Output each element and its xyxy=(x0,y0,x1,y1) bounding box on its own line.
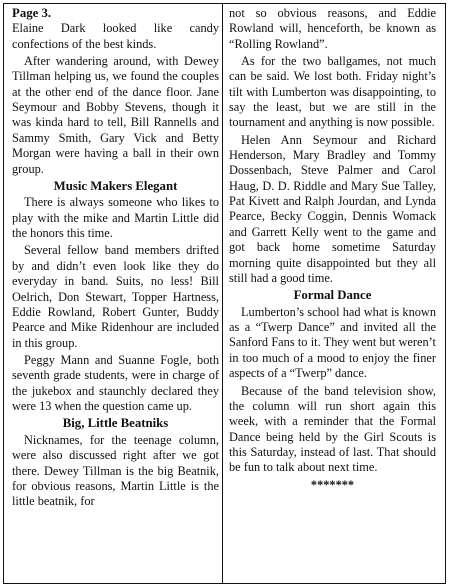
page-label: Page 3. xyxy=(12,6,52,20)
paragraph: Lumberton’s school had what is known as a “Twerp Dance” and invited all the Sanford Fans to it. They went but weren’t in too much of a mood to enjoy the finer aspects of a “Twerp” dance. xyxy=(229,304,436,381)
column-divider xyxy=(222,3,223,584)
right-column xyxy=(229,6,436,493)
paragraph: Helen Ann Seymour and Richard Henderson, Mary Bradley and Tommy Dossenbach, Steve Palmer and Carol Haug, D. D. Riddle and Mary Sue Talley, Pat Kivett and Ralph Jourdan, and Lynda Pearce, Becky Coggin, Dennis Womack and Garrett Kelly went to the game and got back home sometime Saturday morning quite disappointed but they all still had a good time. xyxy=(229,132,436,285)
paragraph: Peggy Mann and Suanne Fogle, both seventh grade students, were in charge of the jukebox and staunchly declared they were 13 when the question came up. xyxy=(12,352,219,413)
paragraph: Nicknames, for the teenage column, were also discussed right after we got there. Dewey Tillman is the big Beatnik, for obvious reasons, Martin Little is the little beatnik, for xyxy=(12,432,219,509)
paragraph: Because of the band television show, the column will run short again this week, with a reminder that the Formal Dance being held by the Girl Scouts is this Saturday, instead of last. That should be fun to talk about next time. xyxy=(229,383,436,475)
paragraph: After wandering around, with Dewey Tillman helping us, we found the couples at the other end of the dance floor. Jane Seymour and Bobby Stevens, though it was kinda hard to tell, Bill Rannells and Sammy Smith, Gary Vick and Betty Morgan were having a ball in their own group. xyxy=(12,54,219,176)
end-mark: ******* xyxy=(310,477,355,492)
paragraph: Elaine Dark looked like candy confections of the best kinds. xyxy=(12,21,219,51)
paragraph: As for the two ballgames, not much can be said. We lost both. Friday night’s tilt with Lumberton was disappointing, to say the least, but we are still in the tournament and anything is now possible. xyxy=(229,54,436,130)
section-heading: Music Makers Elegant xyxy=(53,178,178,193)
paragraph: There is always someone who likes to play with the mike and Martin Little did the honors this time. xyxy=(12,195,219,241)
paragraph: not so obvious reasons, and Eddie Rowland will, henceforth, be known as “Rolling Rowland”. xyxy=(229,6,436,51)
paragraph: Several fellow band members drifted by and didn’t even look like they do everyday in band. Suits, no less! Bill Oelrich, Don Stewart, Topper Hartness, Eddie Rowland, Robert Gunter, Buddy Pearce and Mike Ridenhour are included in this group. xyxy=(12,243,219,350)
section-heading: Big, Little Beatniks xyxy=(62,416,169,431)
left-column xyxy=(12,6,219,512)
section-heading: Formal Dance xyxy=(293,288,372,303)
